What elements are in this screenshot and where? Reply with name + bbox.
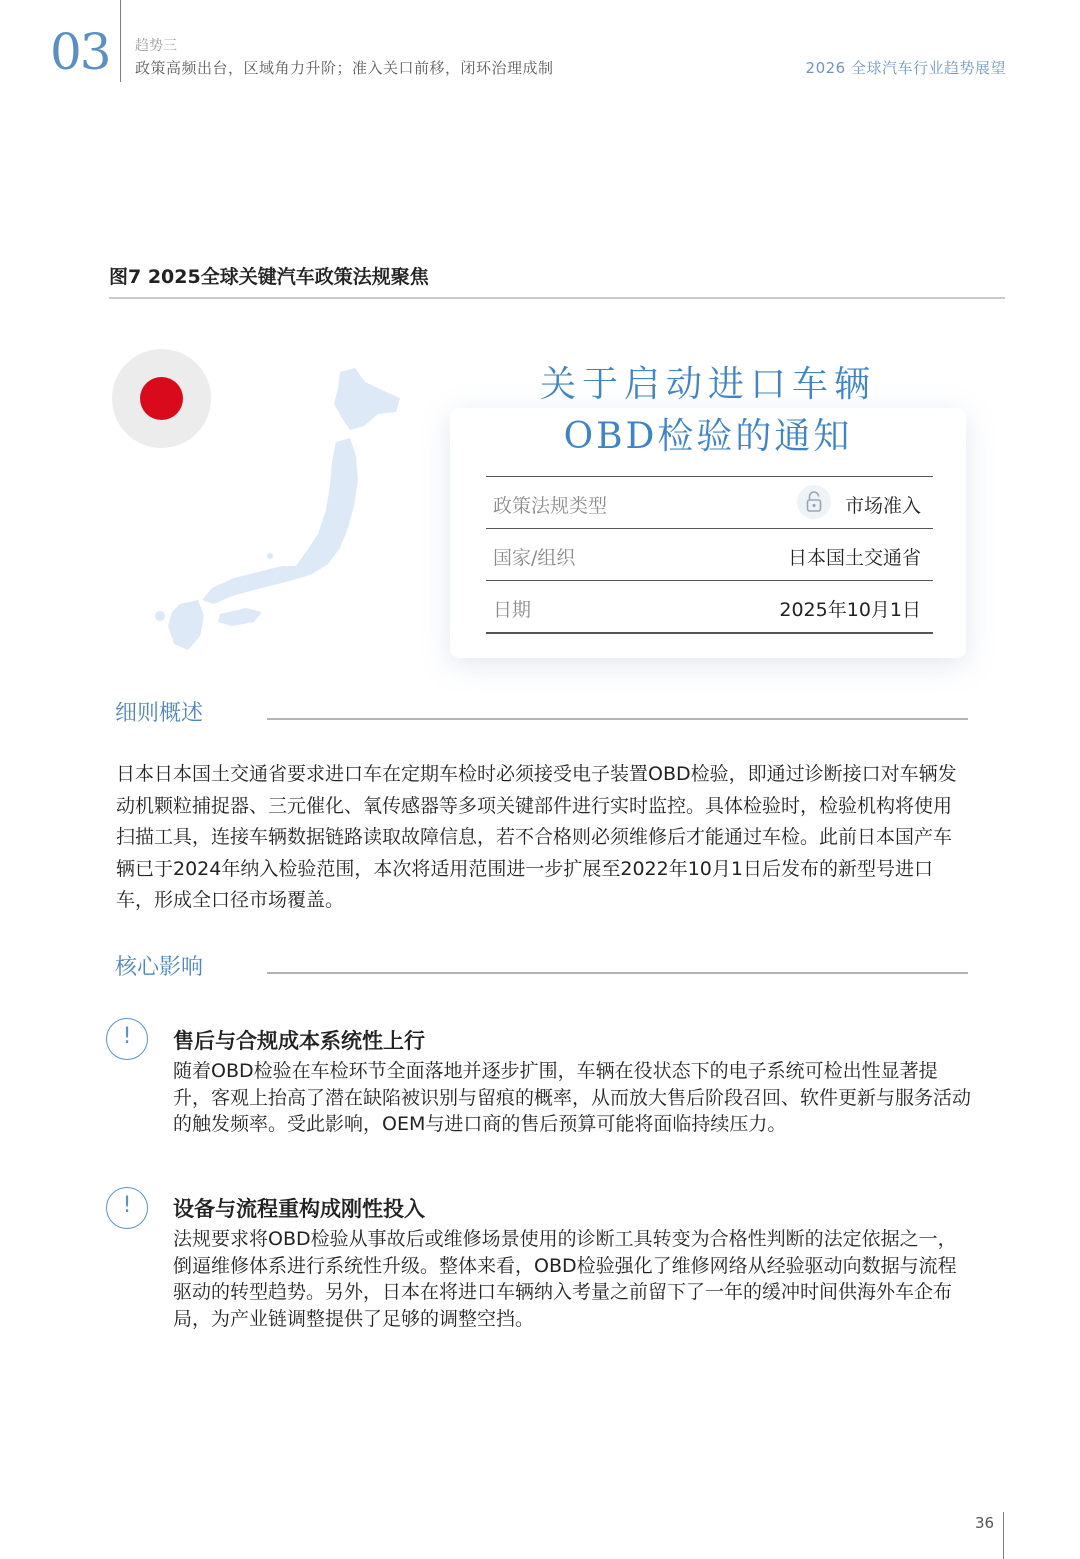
header-divider [120,0,121,82]
trend-label: 趋势三 [135,38,177,54]
footer-divider [1003,1512,1004,1559]
policy-title-line2: OBD检验的通知 [563,416,853,457]
impact-item-text: 法规要求将OBD检验从事故后或维修场景使用的诊断工具转变为合格性判断的法定依据之一，倒逼维修体系进行系统性升级。整体来看，OBD检验强化了维修网络从经验驱动向数据与流程驱动的转型趋势。另外，日本在将进口车辆纳入考量之前留下了一年的缓冲时间供海外车企布局，为产业链调整提供了足够的调整空挡。 [173,1228,957,1330]
trend-subtitle: 政策高频出台，区域角力升阶；准入关口前移，闭环治理成制 [135,59,554,77]
alert-icon: ! [106,1187,148,1229]
japan-flag-icon [112,349,211,448]
policy-type-value: 市场准入 [844,495,921,517]
impact-rule [267,972,968,974]
chapter-number: 03 [50,23,110,81]
policy-type-label: 政策法规类型 [493,495,608,517]
lock-icon [797,485,831,519]
overview-paragraph: 日本日本国土交通省要求进口车在定期车检时必须接受电子装置OBD检验，即通过诊断接口对车辆发动机颗粒捕捉器、三元催化、氧传感器等多项关键部件进行实时监控。具体检验时，检验机构将使用扫描工具，连接车辆数据链路读取故障信息，若不合格则必须维修后才能通过车检。此前日本国产车辆已于2024年纳入检验范围，本次将适用范围进一步扩展至2022年10月1日后发布的新型号进口车，形成全口径市场覆盖。 [116,763,957,911]
policy-row-type [486,476,933,529]
figure-caption-rule [109,297,1005,299]
country-label: 国家/组织 [493,547,576,569]
date-label: 日期 [493,599,532,621]
date-value: 2025年10月1日 [779,599,921,621]
policy-title-line1: 关于启动进口车辆 [539,364,876,405]
impact-item-title: 设备与流程重构成刚性投入 [173,1197,425,1221]
overview-title: 细则概述 [115,701,204,726]
policy-table-bottom-rule [486,632,933,634]
alert-icon: ! [106,1018,148,1060]
country-value: 日本国土交通省 [787,547,921,569]
report-title: 2026 全球汽车行业趋势展望 [805,59,1006,77]
impact-item-title: 售后与合规成本系统性上行 [173,1029,425,1053]
impact-title: 核心影响 [115,955,204,980]
impact-item-text: 随着OBD检验在车检环节全面落地并逐步扩围，车辆在役状态下的电子系统可检出性显著提升，客观上抬高了潜在缺陷被识别与留痕的概率，从而放大售后阶段召回、软件更新与服务活动的触发频率。受此影响，OEM与进口商的售后预算可能将面临持续压力。 [173,1060,972,1135]
policy-row-date [486,580,933,633]
figure-caption: 图7 2025全球关键汽车政策法规聚焦 [109,266,429,288]
flag-red-sun [140,377,183,420]
policy-row-country [486,528,933,581]
overview-rule [267,718,968,720]
page-number: 36 [975,1514,995,1532]
